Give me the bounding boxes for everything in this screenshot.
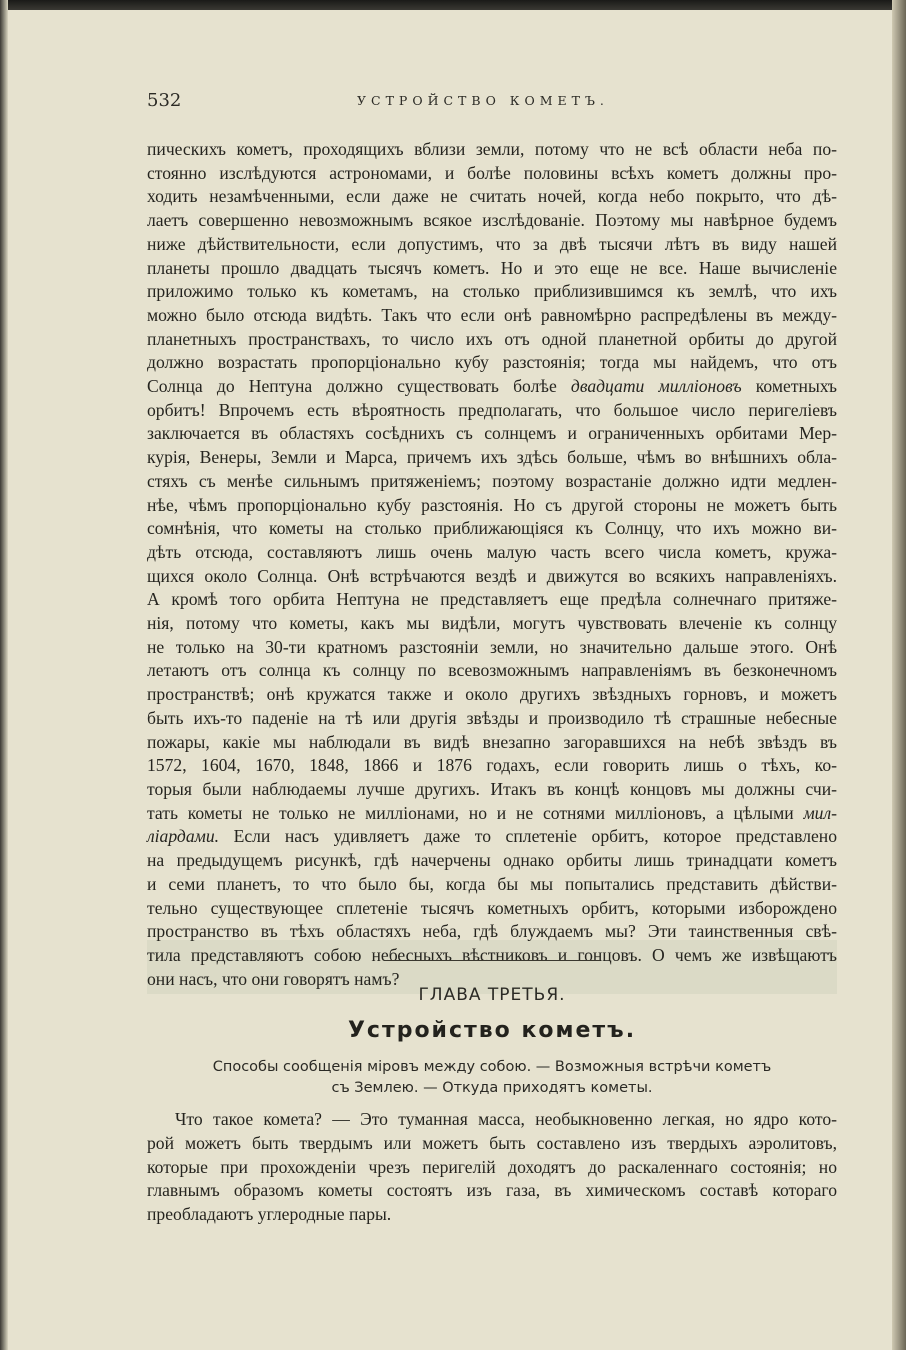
text-line: тила представляютъ собою небесныхъ вѣстниковъ и гонцовъ. О чемъ же извѣщаютъ — [147, 944, 837, 965]
text-line: пространство въ тѣхъ областяхъ неба, гдѣ блуждаемъ мы? Эти таинственныя свѣ- — [147, 921, 837, 942]
section-divider — [385, 960, 600, 961]
page-left-edge — [0, 0, 8, 1350]
text-segment: кометныхъ — [741, 376, 837, 397]
body-text — [147, 138, 837, 991]
text-line: щихся около Солнца. Онѣ встрѣчаются вездѣ и движутся во всякихъ направленіяхъ. — [147, 565, 837, 586]
text-line: нія, потому что кометы, какъ мы видѣли, могутъ чувствовать влеченіе къ солнцу — [147, 613, 837, 634]
page-number: 532 — [147, 90, 182, 111]
text-segment: тать кометы не только не милліонами, но и не сотнями милліоновъ, а цѣлыми — [147, 802, 804, 823]
running-header — [147, 90, 837, 114]
text-line: планеты прошло двадцать тысячъ кометъ. Но и это еще не все. Наше вычисленіе — [147, 257, 837, 278]
text-line: пространствѣ; онѣ кружатся также и около другихъ звѣздныхъ горновъ, и можетъ — [147, 684, 837, 705]
text-line: летаютъ отъ солнца къ солнцу по всевозможнымъ направленіямъ въ безконечномъ — [147, 660, 837, 681]
text-line: дѣть отсюда, составляютъ лишь очень малую часть всего числа кометъ, кружа- — [147, 541, 837, 562]
page-right-edge — [892, 0, 906, 1350]
text-line: заключается въ областяхъ сосѣднихъ съ солнцемъ и ограниченныхъ орбитами Мер- — [147, 423, 837, 444]
text-line: торыя были наблюдаемы лучше другихъ. Итакъ въ концѣ концовъ мы должны счи- — [147, 778, 837, 799]
text-line: и семи планетъ, то что было бы, когда бы мы попытались представить дѣйстви- — [147, 873, 837, 894]
emphasis-text: двадцати милліоновъ — [570, 376, 742, 397]
text-line: не только на 30-ти кратномъ разстояніи земли, но значительно дальше этого. Онѣ — [147, 636, 837, 657]
text-line: стяхъ съ менѣе сильнымъ притяженіемъ; поэтому возрастаніе должно идти медлен- — [147, 470, 837, 491]
text-line: лаетъ совершенно невозможнымъ всякое изслѣдованіе. Поэтому мы навѣрное будемъ — [147, 210, 837, 231]
text-line: ходить незамѣченными, если даже не считать ночей, когда небо покрыто, что дѣ- — [147, 186, 837, 207]
text-line: нѣе, чѣмъ пропорціонально кубу разстоянія. Но съ другой стороны не можетъ быть — [147, 494, 837, 515]
text-line: быть ихъ-то паденіе на тѣ или другія звѣзды и производило тѣ страшные небесные — [147, 707, 837, 728]
emphasis-text: ліардами. — [147, 826, 220, 847]
text-line: сомнѣнія, что кометы на столько приближающіяся къ Солнцу, что ихъ можно ви- — [147, 518, 837, 539]
running-title: УСТРОЙСТВО КОМЕТЪ. — [357, 93, 609, 108]
text-line: ниже дѣйствительности, если допустимъ, что за двѣ тысячи лѣтъ въ виду нашей — [147, 233, 837, 254]
text-line: Что такое комета? — Это туманная масса, необыкновенно легкая, но ядро кото- — [175, 1109, 837, 1129]
summary-line: съ Землею. — Откуда приходятъ кометы. — [331, 1080, 653, 1096]
text-line: пожары, какіе мы наблюдали въ видѣ внезапно загоравшихся на небѣ звѣздъ въ — [147, 731, 837, 752]
page-top-edge — [0, 0, 906, 10]
text-line: преобладаютъ углеродные пары. — [147, 1204, 392, 1225]
text-line: которые при прохожденіи чрезъ перигелій доходятъ до раскаленнаго состоянія; но — [147, 1156, 837, 1177]
text-line: стоянно изслѣдуются астрономами, и болѣе половины всѣхъ кометъ должны про- — [147, 162, 837, 183]
emphasis-text: мил- — [803, 802, 837, 823]
text-line: 1572, 1604, 1670, 1848, 1866 и 1876 годахъ, если говорить лишь о тѣхъ, ко- — [147, 755, 837, 776]
text-line: планетныхъ пространствахъ, то число ихъ отъ одной планетной орбиты до другой — [147, 328, 837, 349]
text-line: должно возрастать пропорціонально кубу разстоянія; тогда мы найдемъ, что отъ — [147, 352, 837, 373]
chapter-body-text — [147, 1108, 837, 1227]
text-line: пическихъ кометъ, проходящихъ вблизи земли, потому что не всѣ области неба по- — [147, 139, 837, 159]
text-line-with-emphasis — [147, 825, 837, 849]
chapter-title: Устройство кометъ. — [347, 1018, 637, 1043]
text-line: главнымъ образомъ кометы состоятъ изъ газа, въ химическомъ составѣ котораго — [147, 1180, 837, 1201]
text-line: они насъ, что они говорятъ намъ? — [147, 968, 400, 989]
text-line: можно было отсюда видѣть. Такъ что если онѣ равномѣрно распредѣлены въ между- — [147, 304, 837, 325]
text-line: тельно существующее сплетеніе тысячъ кометныхъ орбитъ, которыми изборождено — [147, 897, 837, 918]
text-segment: Если насъ удивляетъ даже то сплетеніе орбитъ, которое представлено — [219, 826, 837, 847]
chapter-summary — [147, 1057, 837, 1099]
text-line: приложимо только къ кометамъ, на столько приблизившимся къ землѣ, что ихъ — [147, 281, 837, 302]
chapter-label: ГЛАВА ТРЕТЬЯ. — [418, 985, 566, 1005]
text-line: на предыдущемъ рисункѣ, гдѣ начерчены однако орбиты лишь тринадцати кометъ — [147, 850, 837, 871]
text-line-with-emphasis — [147, 802, 837, 826]
summary-line: Способы сообщенія міровъ между собою. — Возможныя встрѣчи кометъ — [212, 1059, 772, 1075]
text-line: орбитъ! Впрочемъ есть вѣроятность предполагать, что большое число перигеліевъ — [147, 399, 837, 420]
text-line-with-emphasis — [147, 375, 837, 399]
text-line: рой можетъ быть твердымъ или можетъ быть составлено изъ твердыхъ аэролитовъ, — [147, 1132, 837, 1153]
text-line: курія, Венеры, Земли и Марса, причемъ ихъ здѣсь больше, чѣмъ во внѣшнихъ обла- — [147, 447, 837, 468]
text-segment: Солнца до Нептуна должно существовать болѣе — [147, 376, 571, 397]
text-line: А кромѣ того орбита Нептуна не представляетъ еще предѣла солнечнаго притяже- — [147, 589, 837, 610]
